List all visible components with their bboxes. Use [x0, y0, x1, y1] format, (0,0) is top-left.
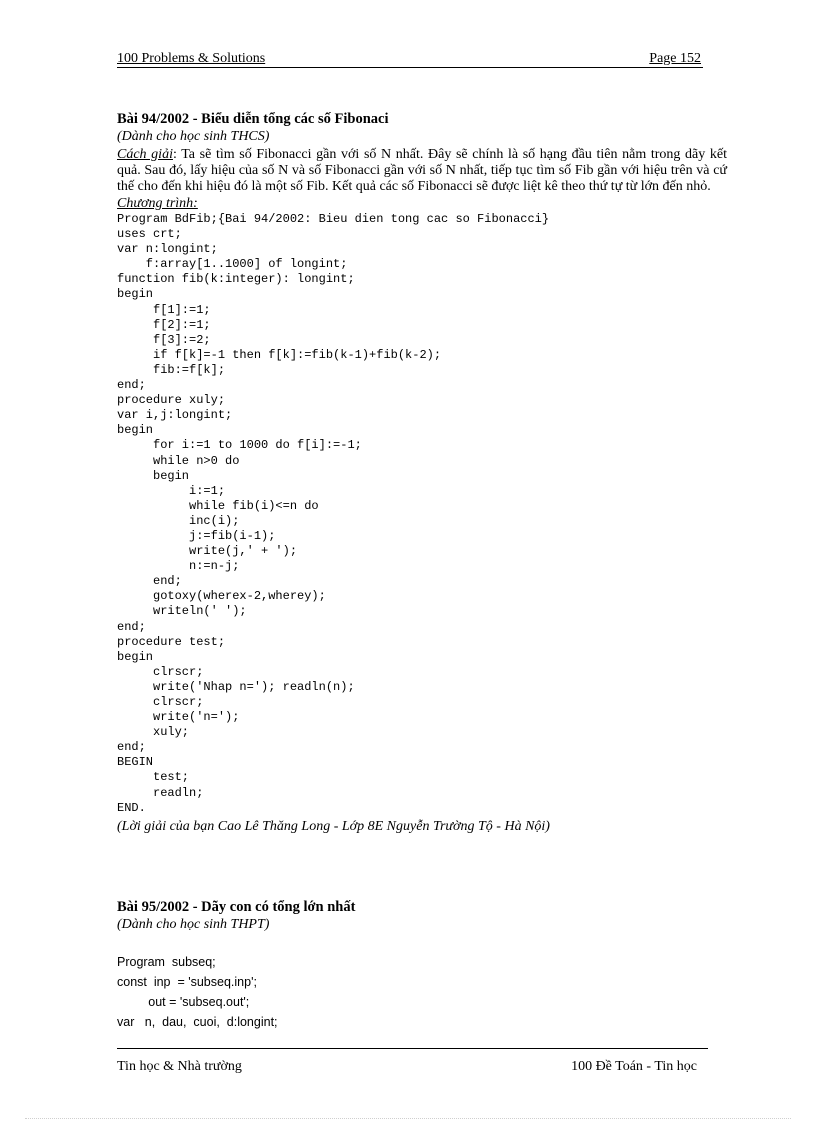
code-94-line: f[3]:=2; — [117, 332, 211, 347]
code-94-line: readln; — [117, 785, 204, 800]
code-94-line: var n:longint; — [117, 242, 218, 257]
code-94-line: if f[k]=-1 then f[k]:=fib(k-1)+fib(k-2); — [117, 347, 442, 362]
code-95-line: var n, dau, cuoi, d:longint; — [117, 1015, 278, 1029]
code-94-line: begin — [117, 287, 154, 302]
code-94-line: i:=1; — [117, 483, 226, 498]
code-94-line: var i,j:longint; — [117, 408, 233, 423]
solution-description — [117, 147, 727, 195]
problem-94-title: Bài 94/2002 - Biểu diễn tổng các số Fibonaci — [117, 111, 389, 127]
code-94-line: inc(i); — [117, 513, 240, 528]
code-95-line: Program subseq; — [117, 955, 216, 969]
method-label: Cách giải — [117, 147, 173, 162]
code-94-line: end; — [117, 378, 146, 393]
code-94-line: while n>0 do — [117, 453, 240, 468]
code-94-line: write('n='); — [117, 710, 240, 725]
code-94-line: while fib(i)<=n do — [117, 498, 319, 513]
code-94-line: END. — [117, 800, 146, 815]
code-94-line: f:array[1..1000] of longint; — [117, 257, 348, 272]
code-94-line: fib:=f[k]; — [117, 362, 226, 377]
header-page-number: Page 152 — [649, 51, 701, 66]
code-94-line: writeln(' '); — [117, 604, 247, 619]
footer-divider — [117, 1048, 708, 1049]
footer-left-text: Tin học & Nhà trường — [117, 1059, 242, 1074]
code-94-line: BEGIN — [117, 755, 154, 770]
code-94-line: begin — [117, 468, 190, 483]
page-header — [117, 50, 703, 68]
code-94-line: f[1]:=1; — [117, 302, 211, 317]
code-94-line: clrscr; — [117, 664, 204, 679]
problem-95-audience: (Dành cho học sinh THPT) — [117, 917, 270, 932]
code-94-line: test; — [117, 770, 190, 785]
problem-95-section — [117, 898, 727, 1032]
footer-right-text: 100 Đề Toán - Tin học — [571, 1059, 697, 1074]
code-94-line: gotoxy(wherex-2,wherey); — [117, 589, 326, 604]
code-94-line: end; — [117, 574, 182, 589]
program-label: Chương trình: — [117, 196, 198, 211]
code-95-line: const inp = 'subseq.inp'; — [117, 975, 257, 989]
code-94-line: clrscr; — [117, 695, 204, 709]
problem-94-section — [117, 110, 727, 836]
header-book-title: 100 Problems & Solutions — [117, 51, 266, 66]
method-text: : Ta sẽ tìm số Fibonacci gần với số N nhất. Đây sẽ chính là số hạng đầu tiên nằm trong dãy kết quả. Sau đó, lấy hiệu của số N và số Fibonacci gần với số N nhất, tiếp tục tìm số Fib gần với hiệu trên và cứ thế cho đến khi hiệu đó là một số Fib. Kết quả các số Fibonacci sẽ được liệt kê theo thứ tự từ lớn đến nhỏ. — [117, 147, 727, 194]
code-94-line: n:=n-j; — [117, 559, 240, 574]
code-94-line: end; — [117, 619, 146, 634]
code-95-line: out = 'subseq.out'; — [117, 995, 250, 1009]
code-94-line: begin — [117, 649, 154, 664]
code-94-line: begin — [117, 423, 154, 438]
code-94-line: for i:=1 to 1000 do f[i]:=-1; — [117, 438, 362, 453]
code-94-line: xuly; — [117, 725, 190, 740]
code-94-line: procedure test; — [117, 634, 226, 649]
code-94-line: end; — [117, 740, 146, 755]
code-94-line: write('Nhap n='); readln(n); — [117, 679, 355, 694]
code-94-line: write(j,' + '); — [117, 544, 298, 559]
code-94-line: Program BdFib;{Bai 94/2002: Bieu dien tong cac so Fibonacci} — [117, 212, 550, 226]
code-94-line: j:=fib(i-1); — [117, 528, 276, 543]
problem-95-title: Bài 95/2002 - Dãy con có tổng lớn nhất — [117, 899, 356, 915]
code-94-line: function fib(k:integer): longint; — [117, 272, 355, 287]
code-block-95 — [117, 952, 727, 1032]
code-94-line: procedure xuly; — [117, 393, 226, 408]
solution-credit: (Lời giải của bạn Cao Lê Thăng Long - Lớp 8E Nguyễn Trường Tộ - Hà Nội) — [117, 818, 550, 834]
code-94-line: uses crt; — [117, 227, 182, 242]
page-edge-divider — [25, 1118, 791, 1119]
code-block-94 — [117, 212, 727, 816]
problem-94-audience: (Dành cho học sinh THCS) — [117, 129, 270, 144]
code-94-line: f[2]:=1; — [117, 317, 211, 332]
